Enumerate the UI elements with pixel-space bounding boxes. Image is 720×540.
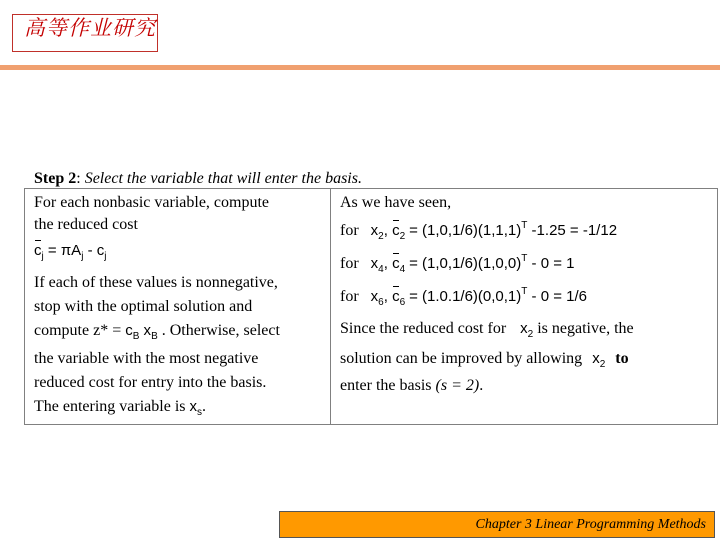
row-rhs: = (1.0.1/6)(0,0,1): [409, 288, 522, 305]
step-heading: [34, 170, 362, 188]
line6-text: compute z* =: [34, 322, 126, 339]
line5-text: Since the reduced cost for: [340, 320, 511, 337]
x2-x: x: [592, 350, 600, 367]
for-label: for: [340, 288, 359, 305]
transpose: T: [521, 286, 528, 297]
step-text: Select the variable that will enter the basis.: [80, 170, 362, 187]
cb-sub: B: [132, 331, 140, 342]
x2-x: x: [520, 320, 528, 337]
reduced-cost-row-6: for $x_6$, $c_6 = (1.0.1/6)(0,0,1)^T - 0 = 1/6$: [340, 286, 588, 308]
formula-a-sub: j: [81, 251, 84, 262]
line9-text: The entering variable is: [34, 398, 190, 415]
xs-x: x: [189, 398, 197, 415]
formula-c-sub: j: [41, 251, 44, 262]
transpose: T: [521, 220, 528, 231]
left-line-5: stop with the optimal solution and: [34, 298, 253, 315]
line9-tail: .: [202, 398, 206, 415]
left-line-1: For each nonbasic variable, compute: [34, 194, 270, 211]
transpose: T: [521, 253, 528, 264]
for-label: for: [340, 222, 359, 239]
line6-tail: . Otherwise, select: [157, 322, 280, 339]
header-divider: [0, 65, 720, 70]
reduced-cost-formula: [34, 242, 107, 262]
line5-tail: is negative, the: [533, 320, 634, 337]
for-label: for: [340, 255, 359, 272]
left-line-6: [34, 322, 280, 342]
var-c-sub: 6: [399, 297, 406, 308]
xb-sub: B: [151, 331, 158, 342]
row-result: - 0 = 1/6: [527, 288, 588, 305]
footer-chapter-title: Chapter 3 Linear Programming Methods: [475, 517, 706, 532]
left-line-7: the variable with the most negative: [34, 350, 259, 367]
cb-c: c: [125, 322, 133, 339]
xb-x: x: [139, 322, 152, 339]
line6-tail: to: [611, 350, 629, 367]
var-c: c: [392, 288, 400, 305]
step-colon: :: [76, 170, 81, 187]
line7-tail: .: [479, 377, 484, 394]
right-line-1: As we have seen,: [340, 194, 452, 211]
reduced-cost-row-4: for $x_4$, $c_4 = (1,0,1/6)(1,0,0)^T - 0 = 1$: [340, 253, 575, 275]
xs-sub: s: [197, 407, 202, 418]
row-rhs: = (1,0,1/6)(1,1,1): [409, 222, 522, 239]
formula-c: c: [34, 242, 42, 259]
row-rhs: = (1,0,1/6)(1,0,0): [409, 255, 522, 272]
header-title: 高等作业研究: [24, 16, 156, 40]
formula-minus-c: - c: [83, 242, 105, 259]
line6-text: solution can be improved by allowing: [340, 350, 587, 367]
x2-sub: 2: [527, 329, 534, 340]
formula-cj-sub: j: [104, 251, 107, 262]
var-c-sub: 2: [399, 231, 406, 242]
line7-text: enter the basis: [340, 377, 436, 394]
var-c: c: [392, 255, 400, 272]
right-line-5: [340, 320, 634, 340]
var-c-sub: 4: [399, 264, 406, 275]
var-x: x: [370, 255, 379, 272]
column-divider: [330, 188, 331, 425]
left-line-8: reduced cost for entry into the basis.: [34, 374, 267, 391]
step-label: Step 2: [34, 170, 77, 187]
reduced-cost-row-2: for $x_2$, $c_2 = (1,0,1/6)(1,1,1)^T$ -1.25 = -1/12: [340, 220, 618, 242]
right-line-7: [340, 377, 483, 395]
var-x-sub: 4: [378, 264, 384, 275]
left-line-2: the reduced cost: [34, 216, 138, 233]
footer-bar: [279, 511, 715, 538]
var-x: x: [370, 288, 379, 305]
row-result: -1.25 = -1/12: [527, 222, 618, 239]
var-x-sub: 2: [378, 231, 384, 242]
var-x: x: [370, 222, 379, 239]
left-line-9: [34, 398, 206, 418]
x2-sub: 2: [599, 359, 606, 370]
s-equals-2: (s = 2): [435, 377, 480, 394]
formula-pi-a: = πA: [43, 242, 82, 259]
var-x-sub: 6: [378, 297, 384, 308]
var-c: c: [392, 222, 400, 239]
row-result: - 0 = 1: [527, 255, 575, 272]
left-line-4: If each of these values is nonnegative,: [34, 274, 278, 291]
right-line-6: [340, 350, 629, 370]
